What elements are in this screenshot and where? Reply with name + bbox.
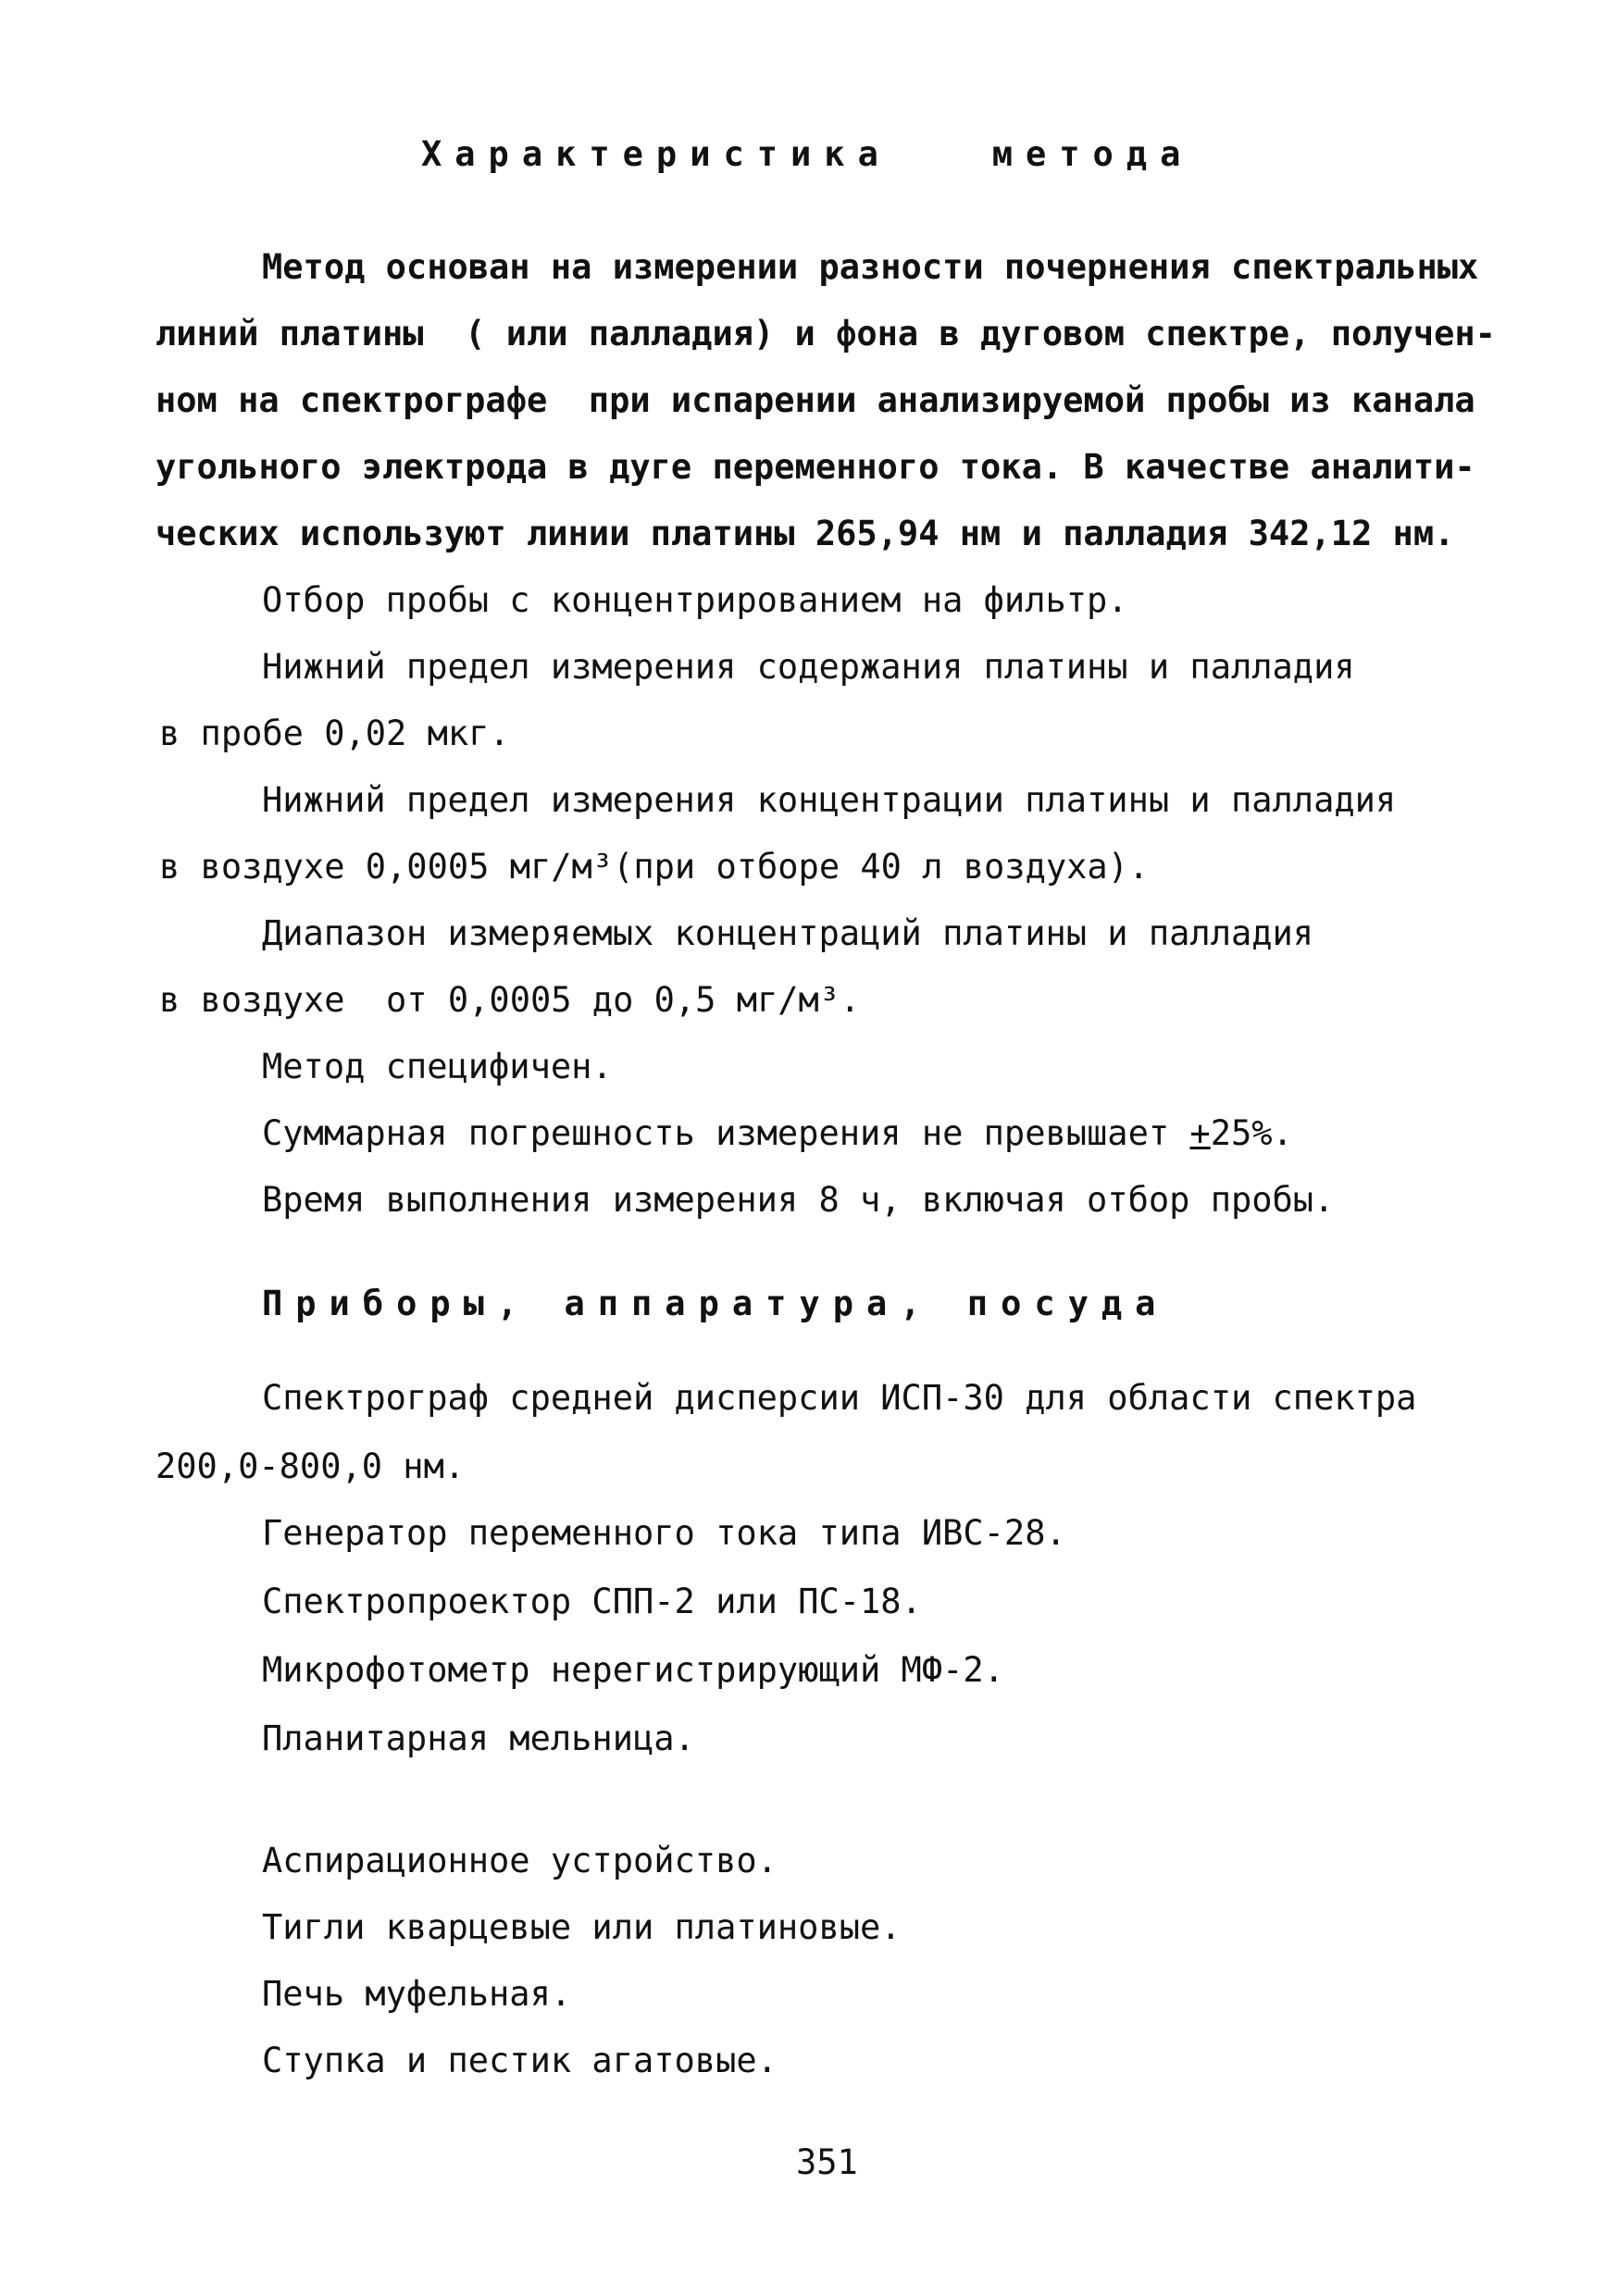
list-item: Печь муфельная.: [262, 1974, 572, 2014]
list-item: Аспирационное устройство.: [262, 1841, 778, 1880]
list-item: Микрофотометр нерегистрирующий МФ-2.: [262, 1650, 1004, 1690]
time-text: Время выполнения измерения 8 ч, включая отбор пробы.: [262, 1180, 1335, 1220]
section-title-instruments: Приборы, аппаратура, посуда: [262, 1284, 1169, 1323]
text-line: ном на спектрографе при испарении анализируемой пробы из канала: [156, 380, 1475, 420]
range-line1: Диапазон измеряемых концентраций платины и палладия: [262, 913, 1314, 953]
list-item: Тигли кварцевые или платиновые.: [262, 1907, 902, 1947]
spectrograph-line1: Спектрограф средней дисперсии ИСП-30 для области спектра: [262, 1378, 1417, 1418]
text-line: Метод основан на измерении разности почернения спектральных: [262, 247, 1479, 287]
text-line: ческих используют линии платины 265,94 нм и палладия 342,12 нм.: [156, 514, 1455, 553]
range-line2: в воздухе от 0,0005 до 0,5 мг/м³.: [159, 980, 861, 1020]
error-value: 25%.: [1210, 1113, 1293, 1153]
plus-minus-sign: +: [1189, 1113, 1211, 1153]
page-number: 351: [796, 2142, 858, 2182]
text-line: угольного электрода в дуге переменного тока. В качестве аналити-: [156, 447, 1475, 487]
list-item: Спектропроектор СПП-2 или ПС-18.: [262, 1582, 922, 1621]
lower-limit-mass-line1: Нижний предел измерения содержания платины и палладия: [262, 647, 1355, 687]
error-prefix: Суммарная погрешность измерения не превышает: [262, 1113, 1190, 1153]
list-item: Планитарная мельница.: [262, 1719, 695, 1758]
text-line: линий платины ( или палладия) и фона в дуговом спектре, получен-: [156, 314, 1496, 354]
lower-limit-mass-line2: в пробе 0,02 мкг.: [159, 714, 510, 753]
error-text: [262, 1113, 1293, 1153]
lower-limit-conc-line1: Нижний предел измерения концентрации платины и палладия: [262, 780, 1397, 820]
list-item: Генератор переменного тока типа ИВС-28.: [262, 1513, 1066, 1553]
specificity-text: Метод специфичен.: [262, 1047, 613, 1086]
lower-limit-conc-line2: в воздухе 0,0005 мг/м³(при отборе 40 л воздуха).: [159, 847, 1150, 887]
sampling-text: Отбор пробы с концентрированием на фильтр.: [262, 580, 1128, 620]
list-item: Ступка и пестик агатовые.: [262, 2041, 778, 2080]
section-title-method: Характеристика метода: [421, 134, 1194, 174]
spectrograph-line2: 200,0-800,0 нм.: [156, 1446, 466, 1486]
